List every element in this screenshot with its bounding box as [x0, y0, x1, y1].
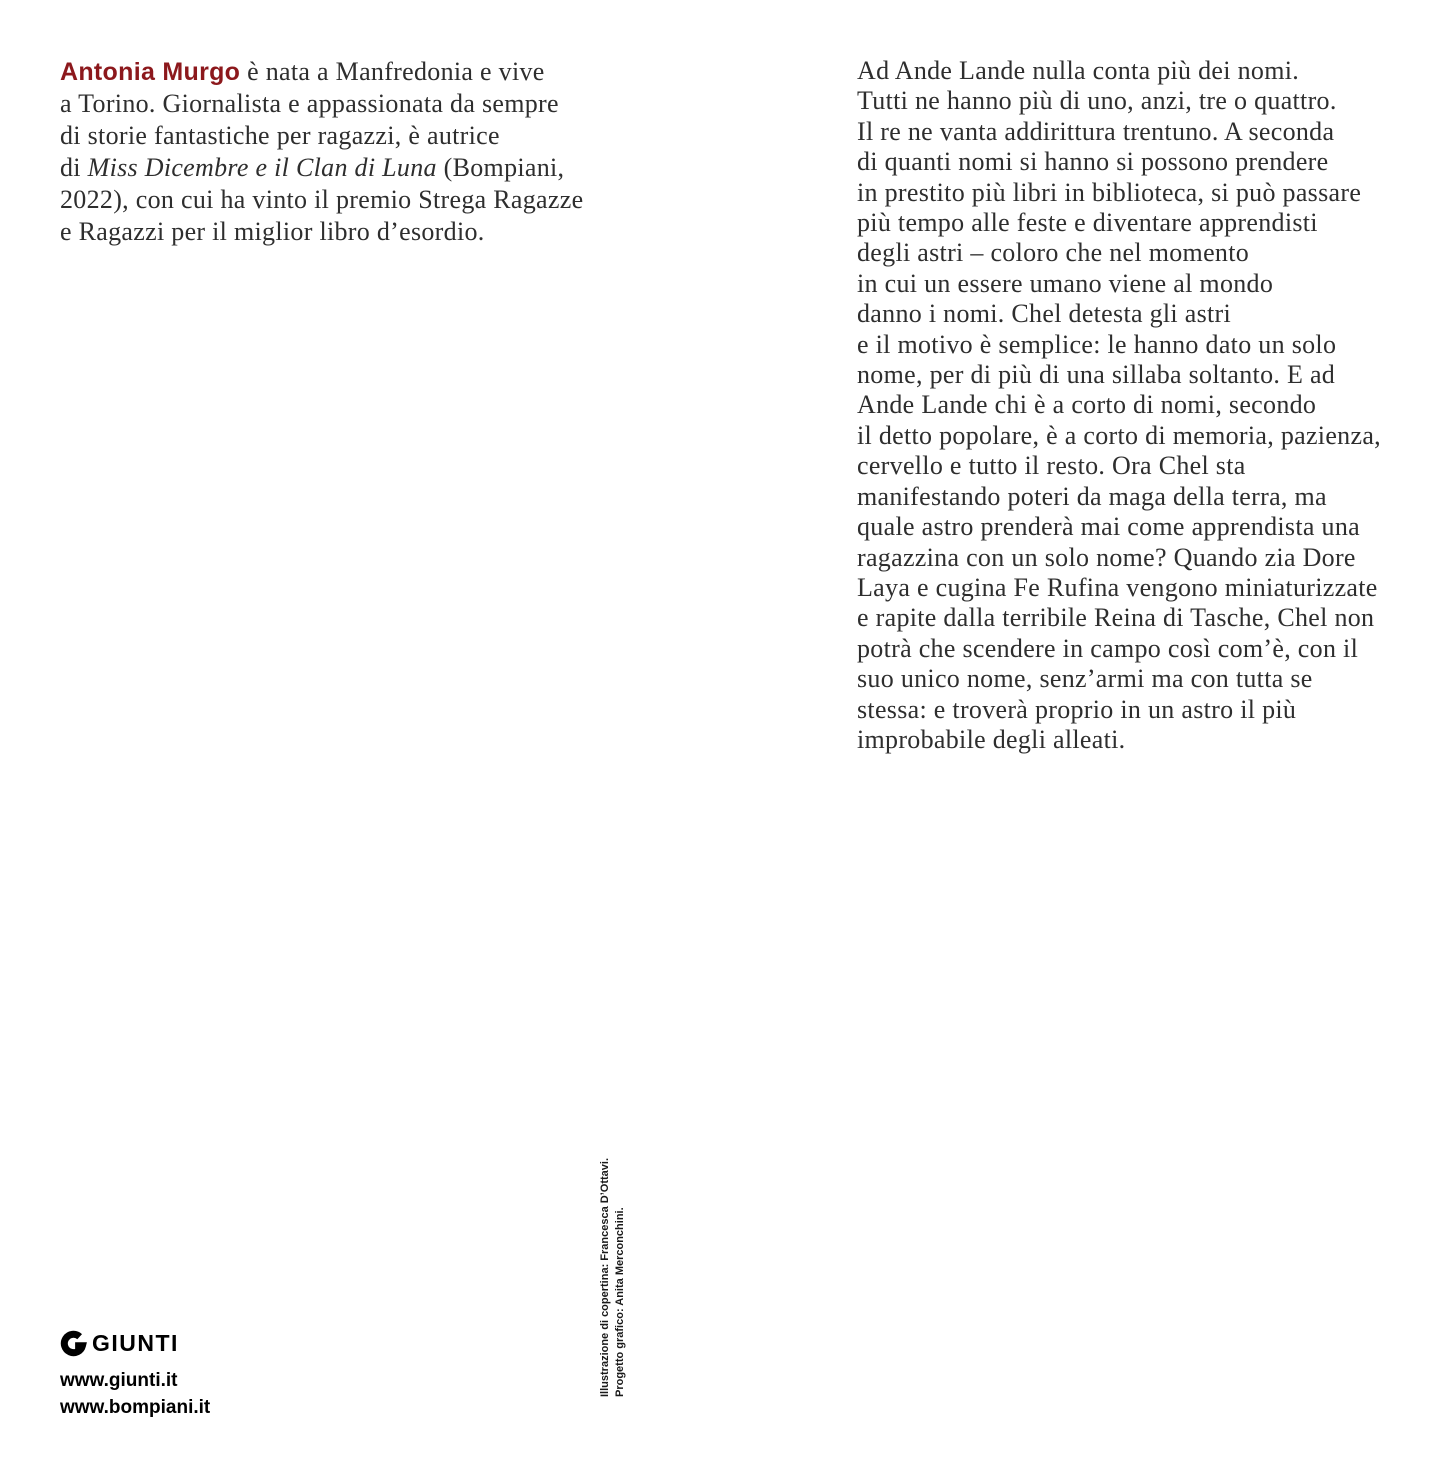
synopsis-line: e rapite dalla terribile Reina di Tasche, Chel non [857, 603, 1375, 633]
publisher-name: GIUNTI [92, 1330, 179, 1356]
book-title: Miss Dicembre e il Clan di Luna [87, 153, 437, 182]
synopsis-line: degli astri – coloro che nel momento [857, 238, 1250, 268]
bio-line [60, 152, 583, 184]
footer [60, 1330, 210, 1421]
bio-line: di storie fantastiche per ragazzi, è autrice [60, 121, 500, 150]
synopsis-line: Tutti ne hanno più di uno, anzi, tre o quattro. [857, 86, 1337, 116]
synopsis-line: in prestito più libri in biblioteca, si può passare [857, 177, 1362, 207]
website-giunti: www.giunti.it [60, 1370, 178, 1391]
synopsis-line: più tempo alle feste e diventare apprendisti [857, 208, 1318, 238]
publisher-websites [60, 1367, 210, 1421]
synopsis-line: potrà che scendere in campo così com’è, con il [857, 633, 1359, 663]
synopsis-line: Il re ne vanta addirittura trentuno. A seconda [857, 116, 1335, 146]
website-bompiani: www.bompiani.it [60, 1397, 211, 1418]
synopsis-line: di quanti nomi si hanno si possono prendere [857, 147, 1329, 177]
synopsis-line: Laya e cugina Fe Rufina vengono miniaturizzate [857, 572, 1378, 602]
synopsis-line: improbabile degli alleati. [857, 724, 1126, 754]
bio-line: a Torino. Giornalista e appassionata da sempre [60, 89, 559, 118]
synopsis-line: in cui un essere umano viene al mondo [857, 268, 1274, 298]
bio-text: è nata a Manfredonia e vive [240, 57, 545, 86]
bio-text: di [60, 153, 88, 182]
synopsis-line: Ad Ande Lande nulla conta più dei nomi. [857, 56, 1300, 85]
bio-text: (Bompiani, [436, 153, 565, 182]
synopsis-line: quale astro prenderà mai come apprendista una [857, 512, 1360, 542]
synopsis-line: suo unico nome, senz’armi ma con tutta se [857, 664, 1313, 694]
synopsis-line: nome, per di più di una sillaba soltanto. E ad [857, 360, 1336, 390]
synopsis-line: stessa: e troverà proprio in un astro il più [857, 694, 1297, 724]
giunti-logo [60, 1330, 210, 1357]
synopsis-line: il detto popolare, è a corto di memoria, pazienza, [857, 420, 1381, 450]
synopsis-line: danno i nomi. Chel detesta gli astri [857, 299, 1232, 329]
bio-line: e Ragazzi per il miglior libro d’esordio. [60, 217, 485, 246]
synopsis [857, 56, 1381, 755]
bio-line: 2022), con cui ha vinto il premio Strega Ragazze [60, 185, 584, 214]
author-name: Antonia Murgo [60, 58, 241, 86]
graphic-design-credit: Progetto grafico: Anita Merconchini. [614, 1207, 626, 1397]
synopsis-line: Ande Lande chi è a corto di nomi, secondo [857, 390, 1317, 420]
synopsis-line: ragazzina con un solo nome? Quando zia Dore [857, 542, 1356, 572]
bio-line [60, 56, 583, 88]
synopsis-line: manifestando poteri da maga della terra, ma [857, 481, 1327, 511]
giunti-g-icon [60, 1330, 87, 1357]
cover-illustration-credit: Illustrazione di copertina: Francesca D’Ottavi. [599, 1157, 611, 1397]
author-bio [60, 56, 583, 248]
synopsis-line: cervello e tutto il resto. Ora Chel sta [857, 451, 1246, 481]
credits-vertical [598, 1158, 628, 1397]
synopsis-line: e il motivo è semplice: le hanno dato un solo [857, 329, 1337, 359]
